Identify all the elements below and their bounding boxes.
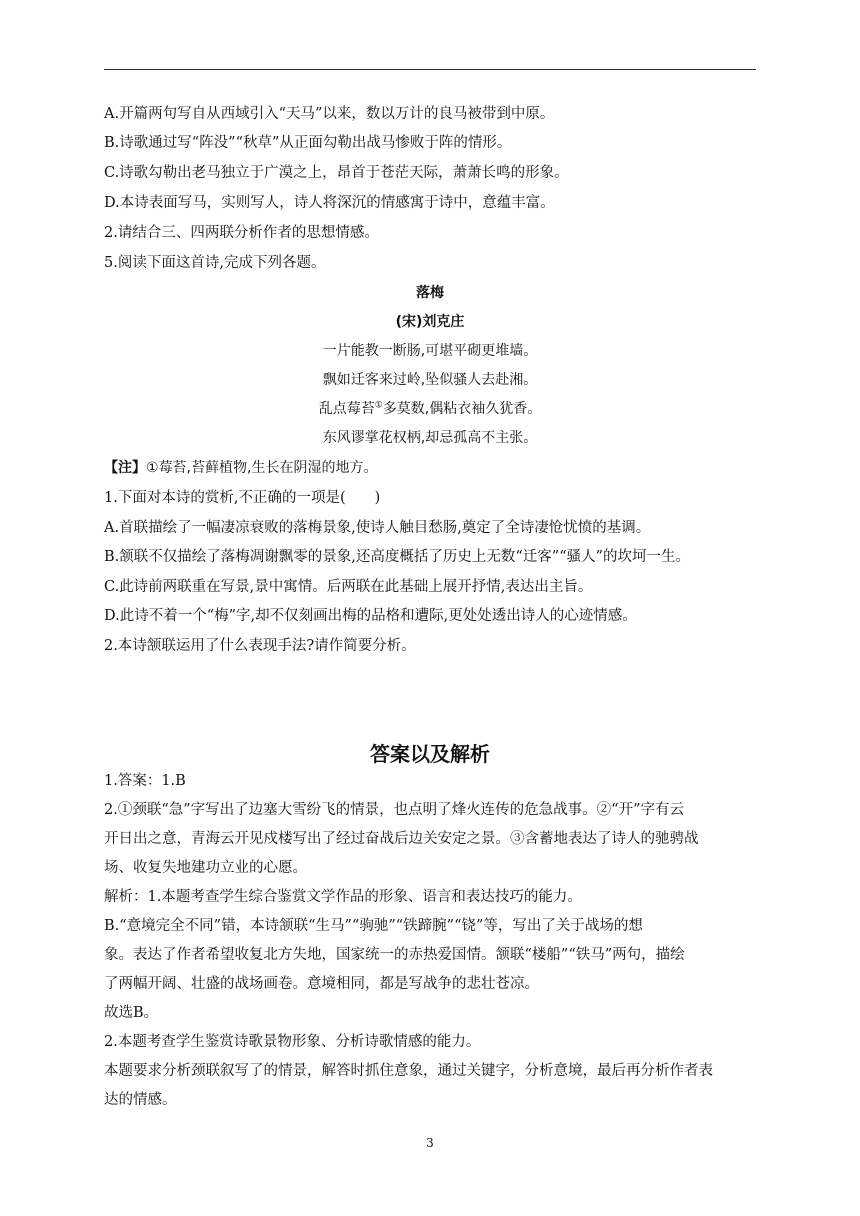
answer-line-6: B.“意境完全不同”错，本诗颔联“生马”“驹驰”“铁蹄腕”“铙”等，写出了关于战场的想: [104, 918, 643, 934]
answer-line-7: 象。表达了作者希望收复北方失地，国家统一的赤热爱国情。颔联“楼船”“铁马”两句，描绘: [104, 947, 685, 963]
note-label: 【注】: [104, 460, 146, 476]
page-number: 3: [426, 1136, 434, 1150]
answer-line-1: 1.答案：1.B: [104, 773, 186, 789]
answer-line-5: 解析：1.本题考查学生综合鉴赏文学作品的形象、语言和表达技巧的能力。: [104, 889, 582, 905]
answer-line-3: 开日出之意，青海云开见戍楼写出了经过奋战后边关安定之景。③含蓄地表达了诗人的驰骋战: [104, 831, 699, 847]
poem-title: 落梅: [416, 285, 444, 301]
q5-question-2: 2.本诗颔联运用了什么表现手法?请作简要分析。: [104, 638, 416, 654]
answer-line-10: 2.本题考查学生鉴赏诗歌景物形象、分析诗歌情感的能力。: [104, 1034, 481, 1050]
q4-option-a: A.开篇两句写自从西域引入“天马”以来，数以万计的良马被带到中原。: [104, 106, 555, 122]
poem-line-3-end: 多莫数,偶粘衣袖久犹香。: [382, 401, 542, 417]
poem-note: [104, 458, 764, 478]
footnote-marker: ①: [374, 400, 383, 411]
note-text: ①莓苔,苔藓植物,生长在阴湿的地方。: [146, 460, 378, 476]
q5-option-d: D.此诗不着一个“梅”字,却不仅刻画出梅的品格和遭际,更处处透出诗人的心迹情感。: [104, 608, 637, 624]
q5-question-1: 1.下面对本诗的赏析,不正确的一项是( ): [104, 490, 381, 506]
q5-option-a: A.首联描绘了一幅凄凉衰败的落梅景象,使诗人触目愁肠,奠定了全诗凄怆忧愤的基调。: [104, 520, 651, 536]
q4-option-c: C.诗歌勾勒出老马独立于广漠之上，昂首于苍茫天际，萧萧长鸣的形象。: [104, 165, 569, 181]
answer-line-2: 2.①颈联“急”字写出了边塞大雪纷飞的情景，也点明了烽火连传的危急战事。②“开”字有云: [104, 802, 684, 818]
answer-line-11: 本题要求分析颈联叙写了的情景，解答时抓住意象，通过关键字，分析意境，最后再分析作者表: [104, 1063, 713, 1079]
answer-line-8: 了两幅开阔、壮盛的战场画卷。意境相同，都是写战争的悲壮苍凉。: [104, 976, 539, 992]
poem-line-3: [104, 399, 756, 419]
q4-option-d: D.本诗表面写马，实则写人，诗人将深沉的情感寓于诗中，意蕴丰富。: [104, 195, 555, 211]
q4-option-b: B.诗歌通过写“阵没”“秋草”从正面勾勒出战马惨败于阵的情形。: [104, 135, 512, 151]
answer-line-12: 达的情感。: [104, 1092, 177, 1108]
poem-line-2: 飘如迁客来过岭,坠似骚人去赴湘。: [322, 372, 538, 388]
poem-line-3-start: 乱点莓苔: [318, 401, 375, 417]
poem-line-4: 东风谬掌花权柄,却忌孤高不主张。: [322, 430, 538, 446]
header-rule: [104, 69, 756, 70]
q5-option-c: C.此诗前两联重在写景,景中寓情。后两联在此基础上展开抒情,表达出主旨。: [104, 579, 593, 595]
poem-author: (宋)刘克庄: [395, 314, 465, 330]
answer-line-9: 故选B。: [104, 1005, 159, 1021]
answers-title: 答案以及解析: [370, 742, 490, 766]
q4-question-2: 2.请结合三、四两联分析作者的思想情感。: [104, 225, 379, 241]
q5-intro: 5.阅读下面这首诗,完成下列各题。: [104, 255, 326, 271]
poem-line-1: 一片能教一断肠,可堪平砌更堆墙。: [322, 343, 538, 359]
answer-line-4: 场、收复失地建功立业的心愿。: [104, 860, 307, 876]
q5-option-b: B.颔联不仅描绘了落梅凋谢飘零的景象,还高度概括了历史上无数“迁客”“骚人”的坎坷一生。: [104, 549, 691, 565]
